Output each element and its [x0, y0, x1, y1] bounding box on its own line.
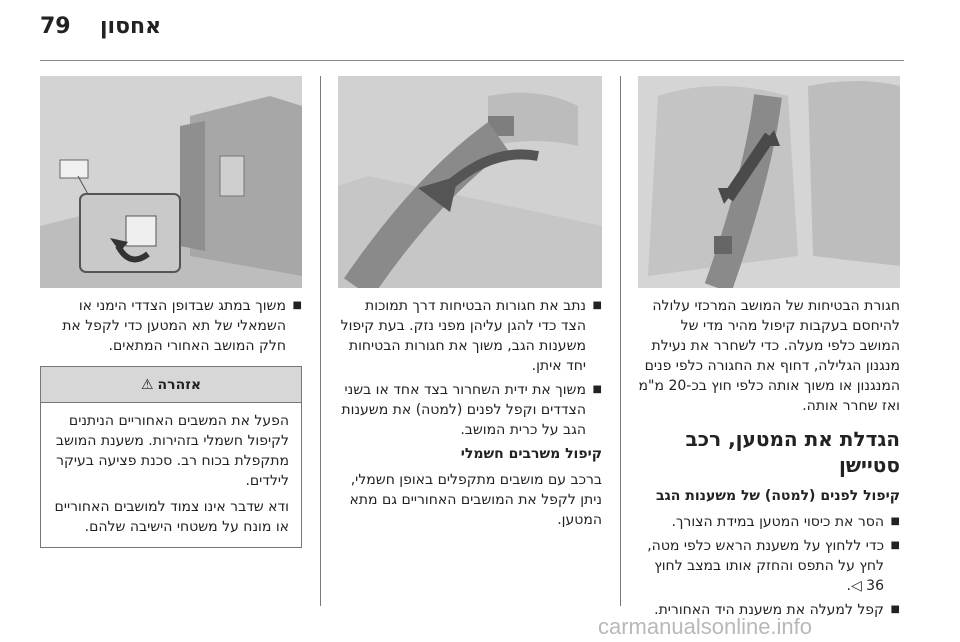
figure-belt-routing [338, 76, 602, 288]
section-title: אחסון [100, 14, 162, 39]
warning-box [40, 366, 302, 548]
warning-paragraph: הפעל את המשבים האחוריים הניתנים לקיפול חשמלי בזהירות. משענת המושב מתקפלת בכוח רב. סכנת פציעה בעיקר לילדים. [55, 413, 289, 489]
header-divider [40, 60, 904, 61]
list-item: ■ קפל למעלה את משענת היד האחורית. [638, 600, 900, 620]
warning-paragraph: ודא שדבר אינו צמוד למושבים האחוריים או מונח על משטחי הישיבה שלהם. [54, 499, 289, 535]
column-left [40, 296, 302, 360]
center-belt-illustration [638, 76, 900, 288]
subheading-electric-folding: קיפול משרבים חשמלי [460, 446, 602, 462]
list-item: ■ כדי ללחוץ על משענת הראש כלפי מטה, לחץ על התפס והחזק אותו במצב לחוץ 36 ◁. [638, 536, 900, 596]
subheading-fold-backrests: קיפול לפנים (למטה) של משענות הגב [656, 488, 900, 504]
heading-enlarge-load: הגדלת את המטען, רכב סטיישן [685, 427, 900, 477]
center-belt-note: חגורת הבטיחות של המושב המרכזי עלולה להיחסם בעקבות קיפול מהיר מדי של המושב כלפי מעלה. כדי לשחרר את נעילת מנגנון הגלילה, דחוף את החגורה כלפי פנים המנגנון או משוך אותה כלפי חוץ בכ-20 מ"מ ואז שחרר אותה. [638, 298, 900, 414]
warning-title: אזהרה [157, 376, 202, 393]
electric-folding-note: ברכב עם מושבים מתקפלים באופן חשמלי, ניתן לקפל את המושבים האחוריים גם מתא המטען. [349, 472, 602, 528]
watermark: carmanualsonline.info [598, 614, 813, 639]
list-item: ■ משוך את ידית השחרור בצד אחד או בשני הצדדים וקפל לפנים (למטה) את משענות הגב על כרית המושב. [338, 380, 602, 440]
column-divider-right [620, 76, 621, 606]
figure-trunk-switch [40, 76, 302, 288]
warning-triangle-icon: ⚠ [140, 376, 154, 393]
column-right [638, 296, 900, 624]
trunk-switch-illustration [40, 76, 302, 288]
column-divider-left [320, 76, 321, 606]
list-item: ■ הסר את כיסוי המטען במידת הצורך. [638, 512, 900, 532]
warning-header [41, 367, 301, 403]
list-item: ■ נתב את חגורות הבטיחות דרך תמוכות הצד כדי להגן עליהן מפני נזק. בעת קיפול משענות הגב, משוך את חגורות הבטיחות יחד איתן. [338, 296, 602, 376]
figure-center-belt [638, 76, 900, 288]
list-item: ■ משוך במתג שבדופן הצדדי הימני או השמאלי של תא המטען כדי לקפל את חלק המושב האחורי המתאים. [40, 296, 302, 356]
column-middle [338, 296, 602, 534]
page-number: 79 [40, 14, 71, 39]
warning-body [41, 403, 301, 551]
belt-routing-illustration [338, 76, 602, 288]
